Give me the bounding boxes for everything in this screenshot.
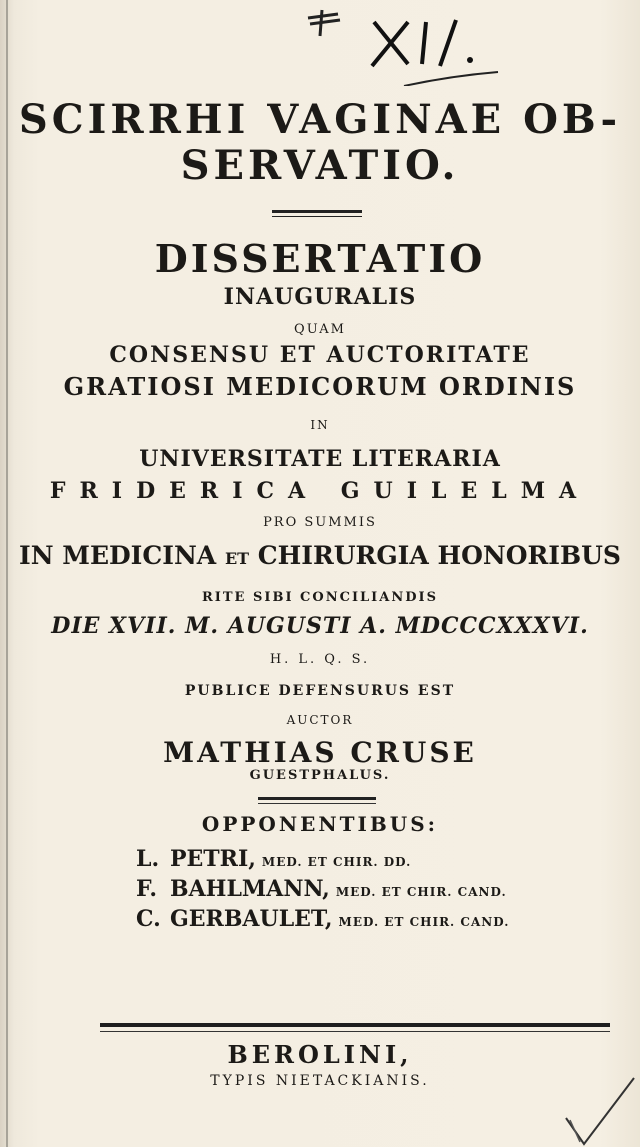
defense-date: DIE XVII. M. AUGUSTI A. MDCCCXXXVI.	[51, 613, 589, 639]
handwritten-shelfmark-icon	[300, 6, 530, 86]
in-medicina-line	[0, 541, 640, 570]
hlqs-text: H. L. Q. S.	[269, 652, 371, 667]
bottom-divider-rule	[100, 1023, 610, 1027]
opponent-title: MED. ET CHIR. CAND.	[338, 915, 510, 929]
divider-rule-thin	[272, 216, 362, 217]
author-name: MATHIAS CRUSE	[163, 736, 477, 769]
in-text: IN	[310, 418, 330, 432]
opponent-name: GERBAULET,	[170, 906, 333, 932]
consensu-text: CONSENSU ET AUCTORITATE	[109, 342, 531, 368]
opponent-initial: L.	[136, 846, 160, 872]
opponents-list	[136, 846, 596, 936]
rite-text: RITE SIBI CONCILIANDIS	[202, 590, 438, 605]
inauguralis-heading: INAUGURALIS	[223, 284, 417, 310]
publice-text: PUBLICE DEFENSURUS EST	[184, 683, 456, 699]
handwritten-checkmark-icon	[560, 1072, 640, 1147]
opponent-initial: C.	[136, 906, 161, 932]
in-medicina-part2: CHIRURGIA HONORIBUS	[257, 541, 621, 570]
opponent-title: MED. ET CHIR. CAND.	[335, 885, 507, 899]
pro-summis-text: PRO SUMMIS	[263, 515, 377, 530]
opponent-name: PETRI,	[170, 846, 256, 872]
in-medicina-et: ET	[224, 549, 250, 568]
divider-rule	[272, 210, 362, 213]
quam-text: QUAM	[294, 322, 346, 337]
imprint-city: BEROLINI,	[227, 1040, 413, 1069]
opponent-row	[136, 846, 596, 876]
bottom-divider-rule-thin	[100, 1031, 610, 1032]
title-line-1: SCIRRHI VAGINAE OB-	[18, 96, 622, 143]
universitate-text: UNIVERSITATE LITERARIA	[139, 446, 501, 472]
imprint-printer: TYPIS NIETACKIANIS.	[210, 1073, 430, 1089]
divider-rule-2	[258, 797, 376, 800]
opponent-title: MED. ET CHIR. DD.	[261, 855, 412, 869]
opponent-row	[136, 876, 596, 906]
dissertatio-heading: DISSERTATIO	[154, 236, 486, 281]
author-origin: GUESTPHALUS.	[249, 768, 391, 783]
gratiosi-ordinis-text: GRATIOSI MEDICORUM ORDINIS	[63, 372, 577, 401]
auctor-label: AUCTOR	[286, 713, 354, 727]
divider-rule-2-thin	[258, 803, 376, 804]
fridericia-guilelma-text: FRIDERICA GUILELMA	[49, 478, 591, 504]
title-line-2: SERVATIO.	[180, 142, 460, 189]
opponent-initial: F.	[136, 876, 158, 902]
opponent-row	[136, 906, 596, 936]
opponentibus-heading: OPPONENTIBUS:	[201, 812, 439, 836]
opponent-name: BAHLMANN,	[170, 876, 330, 902]
in-medicina-part1: IN MEDICINA	[19, 541, 217, 570]
